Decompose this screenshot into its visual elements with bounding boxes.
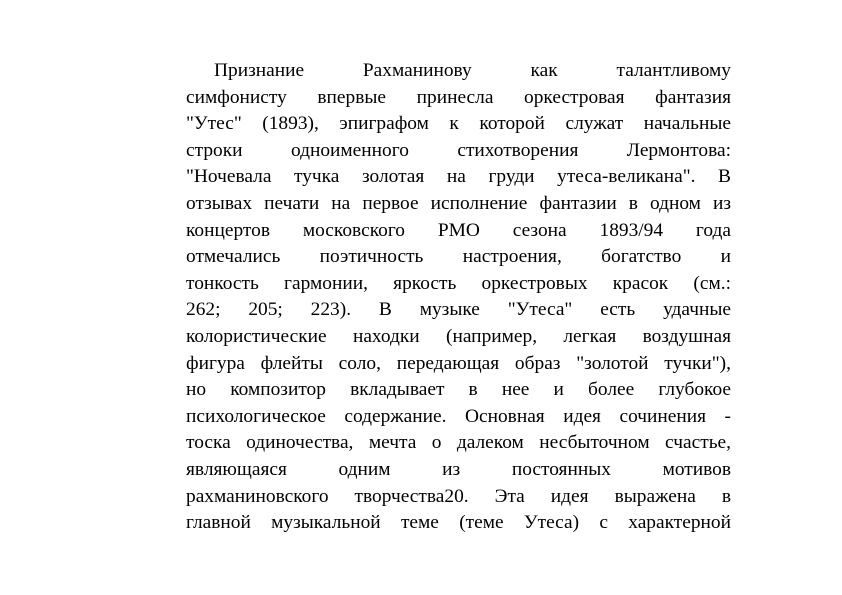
- text-line: являющаяся одним из постоянных мотивов: [186, 458, 731, 480]
- text-line: фигура флейты соло, передающая образ "золотой тучки"),: [186, 352, 731, 374]
- text-line: 262; 205; 223). В музыке "Утеса" есть удачные: [186, 299, 731, 321]
- text-line: главной музыкальной теме (теме Утеса) с характерной: [186, 512, 731, 534]
- text-line: тоска одиночества, мечта о далеком несбыточном счастье,: [186, 432, 731, 454]
- text-line: Признание Рахманинову как талантливому: [214, 60, 731, 81]
- body-paragraph: [186, 58, 731, 537]
- text-line: "Утес" (1893), эпиграфом к которой служат начальные: [186, 113, 731, 135]
- text-line: строки одноименного стихотворения Лермонтова:: [186, 139, 731, 161]
- text-line: "Ночевала тучка золотая на груди утеса-великана". В: [186, 166, 731, 188]
- text-line: симфонисту впервые принесла оркестровая фантазия: [186, 86, 731, 108]
- text-line: тонкость гармонии, яркость оркестровых красок (см.:: [186, 272, 731, 294]
- text-line: колористические находки (например, легкая воздушная: [186, 325, 731, 347]
- text-line: психологическое содержание. Основная идея сочинения -: [186, 405, 731, 427]
- text-line: рахманиновского творчества20. Эта идея выражена в: [186, 485, 731, 507]
- text-line: отмечались поэтичность настроения, богатство и: [186, 246, 731, 268]
- text-line: но композитор вкладывает в нее и более глубокое: [186, 379, 731, 401]
- text-line: концертов московского РМО сезона 1893/94 года: [186, 219, 731, 241]
- text-line: отзывах печати на первое исполнение фантазии в одном из: [186, 192, 731, 214]
